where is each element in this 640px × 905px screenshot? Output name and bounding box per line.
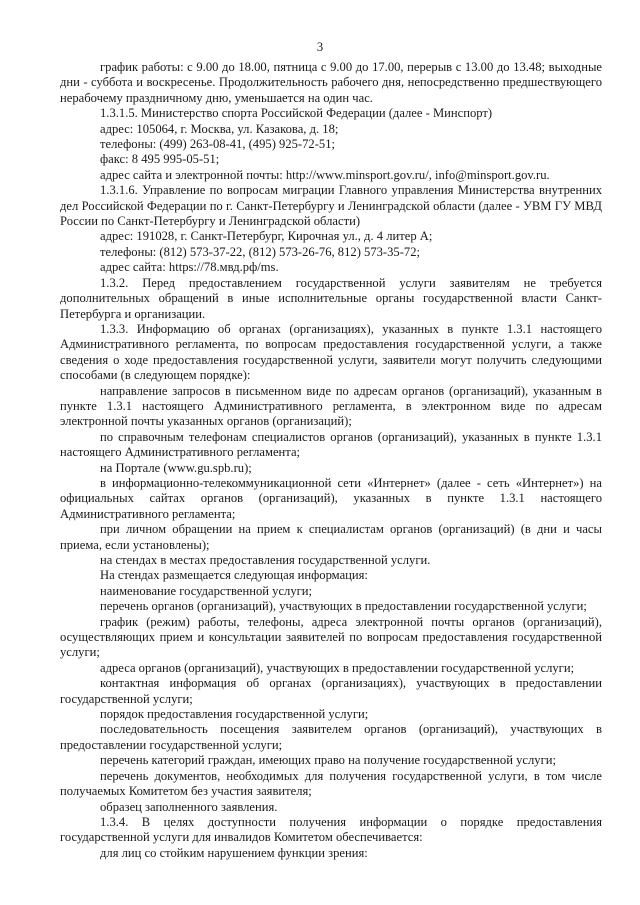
- paragraph: адрес: 191028, г. Санкт-Петербург, Кирочная ул., д. 4 литер А;: [100, 229, 433, 244]
- paragraph: для лиц со стойким нарушением функции зрения:: [100, 845, 368, 860]
- paragraph: факс: 8 495 995-05-51;: [100, 152, 220, 167]
- paragraph: адрес сайта: https://78.мвд.рф/ms.: [100, 260, 279, 275]
- paragraph: последовательность посещения заявителем органов (организаций), участвующих в предоставлении государственной услуги;: [60, 722, 602, 752]
- paragraph: на стендах в местах предоставления государственной услуги.: [100, 553, 431, 567]
- paragraph: перечень категорий граждан, имеющих право на получение государственной услуги;: [100, 753, 556, 768]
- paragraph: наименование государственной услуги;: [100, 583, 313, 598]
- page-number: 3: [316, 40, 324, 54]
- paragraph: на Портале (www.gu.spb.ru);: [100, 460, 252, 475]
- paragraph: график работы: с 9.00 до 18.00, пятница с 9.00 до 17.00, перерыв с 13.00 до 13.48; выходные дни - суббота и воскресенье. Продолжительность рабочего дня, непосредственно предшествующего нерабочему праздничному дню, уменьшается на один час.: [60, 60, 602, 105]
- paragraph: 1.3.2. Перед предоставлением государственной услуги заявителям не требуется дополнительных обращений в иные исполнительные органы государственной власти Санкт-Петербурга и организации.: [60, 275, 602, 321]
- paragraph: по справочным телефонам специалистов органов (организаций), указанных в пункте 1.3.1 настоящего Административного регламента;: [60, 429, 602, 460]
- paragraph: при личном обращении на прием к специалистам органов (организаций) (в дни и часы приема, если установлены);: [60, 522, 602, 552]
- paragraph: перечень органов (организаций), участвующих в предоставлении государственной услуги;: [100, 599, 587, 614]
- paragraph: 1.3.3. Информацию об органах (организациях), указанных в пункте 1.3.1 настоящего Административного регламента, по вопросам предоставления государственной услуги, а также сведения о ходе предоставления государственной услуги, заявители могут получить следующими способами (в следующем порядке):: [60, 321, 602, 383]
- paragraph: 1.3.1.6. Управление по вопросам миграции Главного управления Министерства внутренних дел Российской Федерации по г. Санкт-Петербургу и Ленинградской области (далее - УВМ ГУ МВД России по Санкт-Петербургу и Ленинградской области): [60, 183, 602, 229]
- paragraph: 1.3.4. В целях доступности получения информации о порядке предоставления государственной услуги для инвалидов Комитетом обеспечивается:: [60, 814, 602, 845]
- paragraph: 1.3.1.5. Министерство спорта Российской Федерации (далее - Минспорт): [100, 106, 493, 121]
- paragraph: контактная информация об органах (организациях), участвующих в предоставлении государственной услуги;: [60, 676, 602, 706]
- paragraph: адреса органов (организаций), участвующих в предоставлении государственной услуги;: [100, 660, 575, 675]
- paragraph: На стендах размещается следующая информация:: [100, 568, 368, 583]
- document-body: [60, 60, 602, 861]
- paragraph: телефоны: (812) 573-37-22, (812) 573-26-76, 812) 573-35-72;: [100, 244, 421, 259]
- paragraph: адрес сайта и электронной почты: http://www.minsport.gov.ru/, info@minsport.gov.ru.: [100, 167, 550, 182]
- paragraph: образец заполненного заявления.: [100, 799, 278, 814]
- paragraph: телефоны: (499) 263-08-41, (495) 925-72-51;: [100, 137, 336, 152]
- paragraph: график (режим) работы, телефоны, адреса электронной почты органов (организаций), осуществляющих прием и консультации заявителей по вопросам предоставления государственной услуги;: [60, 614, 602, 660]
- paragraph: в информационно-телекоммуникационной сети «Интернет» (далее - сеть «Интернет») на официальных сайтах органов (организаций), указанных в пункте 1.3.1 настоящего Административного регламента;: [60, 475, 602, 521]
- paragraph: адрес: 105064, г. Москва, ул. Казакова, д. 18;: [100, 121, 339, 136]
- paragraph: направление запросов в письменном виде по адресам органов (организаций), указанным в пункте 1.3.1 настоящего Административного регламента, в электронном виде по адресам электронной почты указанных органов (организаций);: [60, 383, 602, 429]
- paragraph: порядок предоставления государственной услуги;: [100, 707, 369, 722]
- paragraph: перечень документов, необходимых для получения государственной услуги, в том числе получаемых Комитетом без участия заявителя;: [60, 768, 602, 799]
